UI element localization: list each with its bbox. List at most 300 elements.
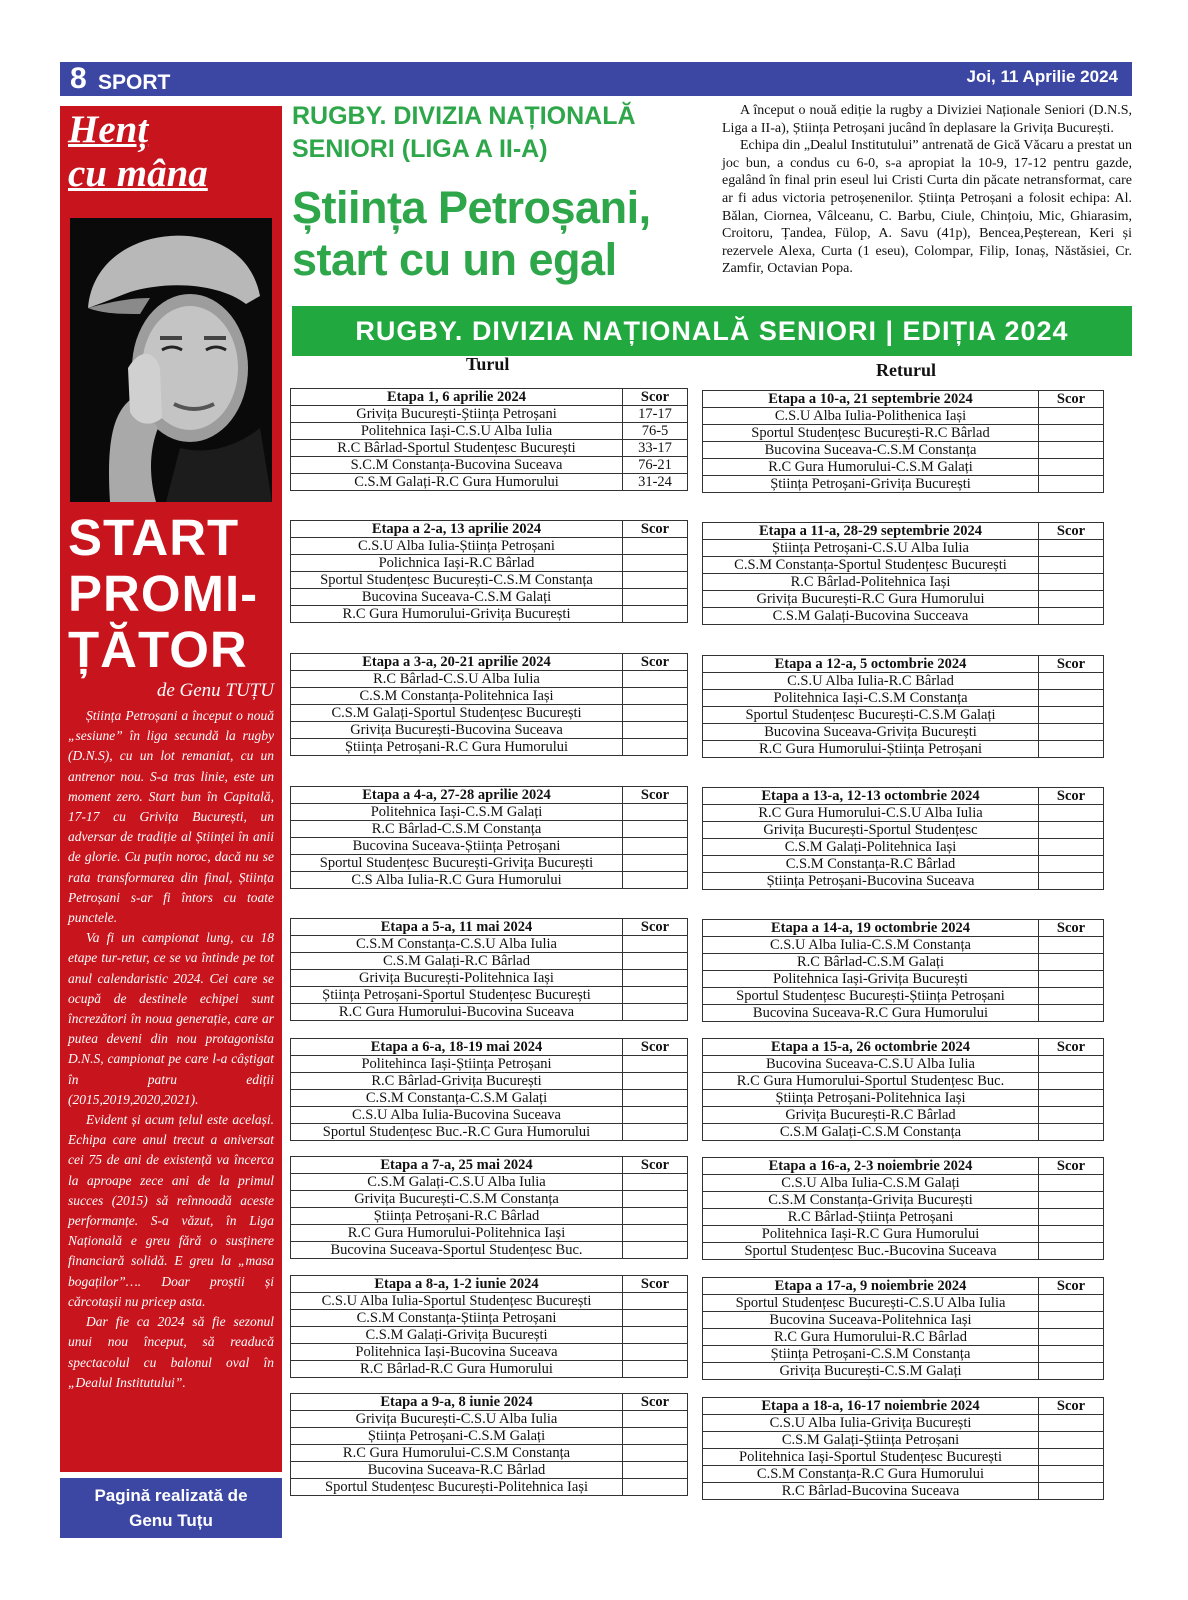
- match-fixture: R.C Bârlad-Grivița București: [291, 1073, 623, 1090]
- match-row: [703, 1312, 1104, 1329]
- match-score: [1039, 408, 1104, 425]
- match-fixture: C.S.U Alba Iulia-Știința Petroșani: [291, 538, 623, 555]
- match-row: [703, 873, 1104, 890]
- match-row: [703, 971, 1104, 988]
- match-fixture: C.S.M Constanța-C.S.M Galați: [291, 1090, 623, 1107]
- match-fixture: Sportul Studențesc București-R.C Bârlad: [703, 425, 1039, 442]
- match-score: [623, 1293, 688, 1310]
- match-score: [623, 671, 688, 688]
- match-row: [703, 1124, 1104, 1141]
- match-fixture: Sportul Studențesc București-Știința Petroșani: [703, 988, 1039, 1005]
- match-row: [703, 459, 1104, 476]
- match-fixture: Bucovina Suceava-Știința Petroșani: [291, 838, 623, 855]
- match-row: [703, 1432, 1104, 1449]
- match-fixture: Sportul Studențesc București-C.S.M Constanța: [291, 572, 623, 589]
- match-fixture: Știința Petroșani-Bucovina Suceava: [703, 873, 1039, 890]
- match-score: [1039, 971, 1104, 988]
- match-fixture: Sportul Studențesc Buc.-R.C Gura Humorului: [291, 1124, 623, 1141]
- match-fixture: Grivița București-C.S.M Constanța: [291, 1191, 623, 1208]
- score-header: Scor: [623, 1039, 688, 1056]
- match-score: [623, 987, 688, 1004]
- match-row: [703, 1226, 1104, 1243]
- match-row: [291, 555, 688, 572]
- match-fixture: Grivița București-C.S.U Alba Iulia: [291, 1411, 623, 1428]
- match-score: [623, 855, 688, 872]
- match-row: [291, 1293, 688, 1310]
- match-score: [1039, 839, 1104, 856]
- match-score: [623, 1090, 688, 1107]
- match-score: [1039, 707, 1104, 724]
- match-fixture: R.C Gura Humorului-Sportul Studențesc Buc.: [703, 1073, 1039, 1090]
- round-title: Etapa 1, 6 aprilie 2024: [291, 389, 623, 406]
- match-score: [1039, 805, 1104, 822]
- opinion-column: [60, 106, 282, 1472]
- column-title: Henț cu mâna: [68, 108, 208, 195]
- match-fixture: Știința Petroșani-Politehnica Iași: [703, 1090, 1039, 1107]
- match-row: [291, 838, 688, 855]
- match-row: [291, 1056, 688, 1073]
- match-fixture: C.S.U Alba Iulia-Sportul Studențesc București: [291, 1293, 623, 1310]
- match-fixture: Bucovina Suceava-R.C Gura Humorului: [703, 1005, 1039, 1022]
- match-fixture: C.S.U Alba Iulia-R.C Bârlad: [703, 673, 1039, 690]
- match-score: [1039, 873, 1104, 890]
- match-row: [703, 1090, 1104, 1107]
- match-score: [1039, 1107, 1104, 1124]
- match-fixture: Politehinca Iași-Știința Petroșani: [291, 1056, 623, 1073]
- match-row: [291, 705, 688, 722]
- match-fixture: C.S.M Galați-Bucovina Succeava: [703, 608, 1039, 625]
- match-fixture: Grivița București-Politehnica Iași: [291, 970, 623, 987]
- score-header: Scor: [623, 1394, 688, 1411]
- match-row: [291, 1004, 688, 1021]
- match-score: [623, 872, 688, 889]
- match-fixture: C.S.U Alba Iulia-Grivița București: [703, 1415, 1039, 1432]
- match-row: [291, 1090, 688, 1107]
- match-row: [291, 872, 688, 889]
- schedule-banner: RUGBY. DIVIZIA NAȚIONALĂ SENIORI | EDIȚIA 2024: [292, 306, 1132, 356]
- score-header: Scor: [623, 521, 688, 538]
- match-row: [291, 538, 688, 555]
- match-score: 76-21: [623, 457, 688, 474]
- match-fixture: Bucovina Suceava-C.S.M Constanța: [703, 442, 1039, 459]
- match-fixture: C.S.M Constanța-Știința Petroșani: [291, 1310, 623, 1327]
- round-title: Etapa a 6-a, 18-19 mai 2024: [291, 1039, 623, 1056]
- match-fixture: C.S.M Constanța-R.C Bârlad: [703, 856, 1039, 873]
- match-score: [1039, 1312, 1104, 1329]
- page-header-bar: [60, 62, 1132, 96]
- match-fixture: C.S.M Galați-Politehnica Iași: [703, 839, 1039, 856]
- match-score: [1039, 954, 1104, 971]
- match-score: [623, 1462, 688, 1479]
- match-score: [1039, 591, 1104, 608]
- match-row: [703, 1295, 1104, 1312]
- column-body: Știința Petroșani a început o nouă „sesiune” în liga secundă la rugby (D.N.S), cu un lot remaniat, cu un antrenor nou. S-a tras linie, este un moment zero. Start bun în Capitală, 17-17 cu Grivița București, un adversar de tradiție al Științei în anii de glorie. Cu puțin noroc, dacă nu se rata transformarea din final, Știința Petroșani s-ar fi întors cu toate punctele. Va fi un campionat lung, cu 18 etape tur-retur, ce se va întinde pe tot anul calendaristic 2024. Cei care se ocupă de destinele echipei sunt încrezători în noua generație, care ar putea deveni din nou protagonista D.N.S, campionat pe care l-a câștigat în patru ediții (2015,2019,2020,2021). Evident și acum țelul este același. Echipa care anul trecut a aniversat cei 75 de ani de existență va încerca la aproape zece ani de la primul succes (2015) să reînnoadă aceste performanțe. S-a văzut, în Liga Națională e greu fără o susținere financiară solidă. E greu la „masa bogaților”…. Doar proștii și cărcotașii nu pricep asta. Dar fie ca 2024 să fie sezonul unui nou început, să readucă spectacolul cu balonul oval în „Dealul Institutului”.: [68, 708, 274, 1390]
- match-row: [703, 822, 1104, 839]
- match-fixture: Grivița București-R.C Bârlad: [703, 1107, 1039, 1124]
- match-row: [291, 671, 688, 688]
- round-title: Etapa a 8-a, 1-2 iunie 2024: [291, 1276, 623, 1293]
- score-header: Scor: [1039, 656, 1104, 673]
- match-fixture: C.S.U Alba Iulia-C.S.M Constanța: [703, 937, 1039, 954]
- match-fixture: Sportul Studențesc Buc.-Bucovina Suceava: [703, 1243, 1039, 1260]
- match-row: [703, 1483, 1104, 1500]
- returul-round-table: [702, 655, 1104, 758]
- score-header: Scor: [623, 389, 688, 406]
- match-fixture: C.S.M Galați-R.C Gura Humorului: [291, 474, 623, 491]
- match-score: [1039, 1073, 1104, 1090]
- match-score: [623, 1242, 688, 1259]
- match-row: [291, 855, 688, 872]
- match-fixture: R.C Gura Humorului-C.S.M Galați: [703, 459, 1039, 476]
- match-score: [623, 1208, 688, 1225]
- match-score: [1039, 608, 1104, 625]
- match-row: [291, 1327, 688, 1344]
- round-title: Etapa a 17-a, 9 noiembrie 2024: [703, 1278, 1039, 1295]
- turul-round-table: [290, 918, 688, 1021]
- round-title: Etapa a 3-a, 20-21 aprilie 2024: [291, 654, 623, 671]
- match-score: [1039, 690, 1104, 707]
- match-score: [1039, 476, 1104, 493]
- match-score: [1039, 574, 1104, 591]
- match-row: [291, 440, 688, 457]
- match-row: [291, 572, 688, 589]
- match-fixture: Știința Petroșani-Grivița București: [703, 476, 1039, 493]
- match-fixture: R.C Gura Humorului-C.S.U Alba Iulia: [703, 805, 1039, 822]
- match-row: [291, 987, 688, 1004]
- match-score: [623, 572, 688, 589]
- match-score: [623, 1191, 688, 1208]
- match-row: [703, 557, 1104, 574]
- match-fixture: Știința Petroșani-C.S.M Galați: [291, 1428, 623, 1445]
- match-score: [1039, 425, 1104, 442]
- match-score: [1039, 1175, 1104, 1192]
- match-fixture: C.S.M Galați-C.S.U Alba Iulia: [291, 1174, 623, 1191]
- returul-round-table: [702, 1397, 1104, 1500]
- match-row: [291, 1073, 688, 1090]
- turul-round-table: [290, 1038, 688, 1141]
- match-fixture: Grivița București-R.C Gura Humorului: [703, 591, 1039, 608]
- score-header: Scor: [1039, 1398, 1104, 1415]
- match-score: [623, 970, 688, 987]
- returul-round-table: [702, 1038, 1104, 1141]
- match-score: [1039, 540, 1104, 557]
- match-row: [291, 589, 688, 606]
- match-score: [1039, 741, 1104, 758]
- returul-heading: Returul: [876, 360, 936, 380]
- score-header: Scor: [623, 1276, 688, 1293]
- match-fixture: Știința Petroșani-C.S.M Constanța: [703, 1346, 1039, 1363]
- match-score: 33-17: [623, 440, 688, 457]
- match-fixture: Politehnica Iași-Bucovina Suceava: [291, 1344, 623, 1361]
- match-score: [1039, 1124, 1104, 1141]
- match-fixture: R.C Gura Humorului-Bucovina Suceava: [291, 1004, 623, 1021]
- match-row: [291, 953, 688, 970]
- match-row: [703, 1346, 1104, 1363]
- match-row: [703, 1107, 1104, 1124]
- match-fixture: R.C Gura Humorului-Grivița București: [291, 606, 623, 623]
- match-score: [623, 821, 688, 838]
- round-title: Etapa a 7-a, 25 mai 2024: [291, 1157, 623, 1174]
- match-score: [623, 1056, 688, 1073]
- match-score: [623, 1411, 688, 1428]
- match-fixture: R.C Bârlad-C.S.M Constanța: [291, 821, 623, 838]
- match-score: [623, 1107, 688, 1124]
- match-score: [623, 1174, 688, 1191]
- returul-round-table: [702, 787, 1104, 890]
- match-score: [1039, 1005, 1104, 1022]
- match-score: [1039, 442, 1104, 459]
- returul-round-table: [702, 522, 1104, 625]
- match-fixture: R.C Bârlad-Bucovina Suceava: [703, 1483, 1039, 1500]
- turul-round-table: [290, 520, 688, 623]
- match-score: [1039, 1192, 1104, 1209]
- match-row: [291, 423, 688, 440]
- match-row: [291, 1124, 688, 1141]
- match-row: [291, 1445, 688, 1462]
- article-body: A început o nouă ediție la rugby a Diviziei Naționale Seniori (D.N.S, Liga a II-a), Știința Petroșani jucând în deplasare la Grivița București. Echipa din „Dealul Institutului” antrenată de Gică Văcaru a prestat un joc bun, a condus cu 6-0, s-a apropiat la 10-9, 17-12 pentru gazde, egalând în final prin eseul lui Cristi Curta din păcate netransformat, care ar fi adus victoria petroșenenilor. Știința Petroșani a folosit echipa: Al. Bălan, Ciornea, Vâlceanu, C. Barbu, Ciule, Chințoiu, Mic, Ghiarasim, Croitoru, Țandea, Fülop, A. Savu (41p), Bencea,Peșterean, Keri și rezervele Alexa, Curta (1 eseu), Colompar, Filip, Ionaș, Năstăsiei, Cr. Zamfir, Octavian Popa.: [722, 103, 1132, 277]
- match-fixture: C.S Alba Iulia-R.C Gura Humorului: [291, 872, 623, 889]
- byline: de Genu TUȚU: [156, 680, 274, 701]
- match-row: [703, 1243, 1104, 1260]
- match-row: [703, 1466, 1104, 1483]
- match-fixture: C.S.M Galați-Știința Petroșani: [703, 1432, 1039, 1449]
- match-score: [623, 1073, 688, 1090]
- match-score: [623, 804, 688, 821]
- match-fixture: Politehnica Iași-C.S.M Constanța: [703, 690, 1039, 707]
- match-row: [703, 937, 1104, 954]
- match-score: [1039, 1415, 1104, 1432]
- match-score: [1039, 1295, 1104, 1312]
- match-score: [1039, 822, 1104, 839]
- score-header: Scor: [1039, 920, 1104, 937]
- match-score: [623, 1310, 688, 1327]
- match-fixture: C.S.M Constanța-Politehnica Iași: [291, 688, 623, 705]
- returul-round-table: [702, 1157, 1104, 1260]
- article-headline: Știința Petroșani, start cu un egal: [292, 182, 651, 285]
- match-fixture: Bucovina Suceava-Sportul Studențesc Buc.: [291, 1242, 623, 1259]
- article-kicker: RUGBY. DIVIZIA NAȚIONALĂ SENIORI (LIGA A II-A): [292, 102, 636, 163]
- match-score: 76-5: [623, 423, 688, 440]
- match-row: [703, 707, 1104, 724]
- match-fixture: C.S.M Constanța-C.S.U Alba Iulia: [291, 936, 623, 953]
- match-fixture: R.C Gura Humorului-Politehnica Iași: [291, 1225, 623, 1242]
- match-row: [291, 739, 688, 756]
- match-score: [623, 1225, 688, 1242]
- round-title: Etapa a 2-a, 13 aprilie 2024: [291, 521, 623, 538]
- match-row: [291, 1225, 688, 1242]
- match-score: [623, 606, 688, 623]
- match-row: [703, 608, 1104, 625]
- match-score: [623, 739, 688, 756]
- match-score: [1039, 459, 1104, 476]
- turul-round-table: [290, 653, 688, 756]
- match-row: [291, 606, 688, 623]
- round-title: Etapa a 10-a, 21 septembrie 2024: [703, 391, 1039, 408]
- match-row: [291, 1428, 688, 1445]
- match-score: [623, 1344, 688, 1361]
- turul-round-table: [290, 1393, 688, 1496]
- score-header: Scor: [1039, 391, 1104, 408]
- match-row: [291, 406, 688, 423]
- match-fixture: C.S.M Galați-Sportul Studențesc București: [291, 705, 623, 722]
- match-score: [623, 1479, 688, 1496]
- match-fixture: Bucovina Suceava-C.S.U Alba Iulia: [703, 1056, 1039, 1073]
- match-row: [291, 804, 688, 821]
- match-row: [703, 1415, 1104, 1432]
- match-row: [291, 1310, 688, 1327]
- match-fixture: Sportul Studențesc București-C.S.M Galați: [703, 707, 1039, 724]
- match-score: [1039, 1432, 1104, 1449]
- match-row: [291, 1411, 688, 1428]
- match-fixture: C.S.U Alba Iulia-Bucovina Suceava: [291, 1107, 623, 1124]
- match-score: [623, 936, 688, 953]
- match-score: [1039, 1483, 1104, 1500]
- turul-round-table: [290, 388, 688, 491]
- match-fixture: R.C Gura Humorului-C.S.M Constanța: [291, 1445, 623, 1462]
- match-score: [1039, 724, 1104, 741]
- match-fixture: Polichnica Iași-R.C Bârlad: [291, 555, 623, 572]
- match-fixture: C.S.M Galați-Grivița București: [291, 1327, 623, 1344]
- match-row: [703, 591, 1104, 608]
- match-row: [703, 442, 1104, 459]
- match-score: [623, 722, 688, 739]
- match-fixture: Politehnica Iași-C.S.M Galați: [291, 804, 623, 821]
- match-fixture: R.C Bârlad-Sportul Studențesc București: [291, 440, 623, 457]
- match-score: [1039, 1363, 1104, 1380]
- match-fixture: Grivița București-Știința Petroșani: [291, 406, 623, 423]
- match-row: [703, 690, 1104, 707]
- turul-round-table: [290, 1156, 688, 1259]
- match-score: [623, 589, 688, 606]
- match-score: [1039, 1449, 1104, 1466]
- section-name: SPORT: [98, 71, 171, 94]
- match-row: [291, 1174, 688, 1191]
- match-score: [1039, 1466, 1104, 1483]
- match-fixture: R.C Bârlad-Știința Petroșani: [703, 1209, 1039, 1226]
- match-score: [1039, 988, 1104, 1005]
- round-title: Etapa a 15-a, 26 octombrie 2024: [703, 1039, 1039, 1056]
- round-title: Etapa a 18-a, 16-17 noiembrie 2024: [703, 1398, 1039, 1415]
- match-fixture: S.C.M Constanța-Bucovina Suceava: [291, 457, 623, 474]
- match-fixture: Politehnica Iași-Sportul Studențesc București: [703, 1449, 1039, 1466]
- round-title: Etapa a 5-a, 11 mai 2024: [291, 919, 623, 936]
- match-row: [291, 1479, 688, 1496]
- match-row: [703, 954, 1104, 971]
- score-header: Scor: [623, 787, 688, 804]
- returul-round-table: [702, 390, 1104, 493]
- round-title: Etapa a 4-a, 27-28 aprilie 2024: [291, 787, 623, 804]
- match-row: [703, 805, 1104, 822]
- match-row: [291, 1191, 688, 1208]
- match-row: [291, 474, 688, 491]
- match-fixture: Sportul Studențesc București-Grivița București: [291, 855, 623, 872]
- match-row: [703, 1192, 1104, 1209]
- match-fixture: Știința Petroșani-Sportul Studențesc București: [291, 987, 623, 1004]
- match-row: [703, 1363, 1104, 1380]
- match-row: [703, 673, 1104, 690]
- match-fixture: Sportul Studențesc București-C.S.U Alba Iulia: [703, 1295, 1039, 1312]
- column-headline: START PROMI-ȚĂTOR: [68, 509, 259, 678]
- score-header: Scor: [623, 919, 688, 936]
- match-fixture: C.S.M Galați-R.C Bârlad: [291, 953, 623, 970]
- match-row: [703, 1209, 1104, 1226]
- score-header: Scor: [1039, 523, 1104, 540]
- match-score: [623, 1445, 688, 1462]
- match-fixture: Bucovina Suceava-Politehnica Iași: [703, 1312, 1039, 1329]
- match-row: [291, 722, 688, 739]
- match-score: 17-17: [623, 406, 688, 423]
- match-score: [1039, 856, 1104, 873]
- match-row: [703, 988, 1104, 1005]
- turul-round-table: [290, 786, 688, 889]
- match-fixture: Grivița București-Bucovina Suceava: [291, 722, 623, 739]
- match-fixture: R.C Gura Humorului-R.C Bârlad: [703, 1329, 1039, 1346]
- round-title: Etapa a 14-a, 19 octombrie 2024: [703, 920, 1039, 937]
- match-score: [623, 1361, 688, 1378]
- match-row: [703, 1005, 1104, 1022]
- match-row: [291, 1361, 688, 1378]
- author-photo: [70, 218, 272, 502]
- match-row: [703, 574, 1104, 591]
- match-row: [291, 970, 688, 987]
- match-score: [1039, 1346, 1104, 1363]
- match-row: [703, 1056, 1104, 1073]
- match-fixture: C.S.U Alba Iulia-C.S.M Galați: [703, 1175, 1039, 1192]
- match-row: [703, 839, 1104, 856]
- match-score: [623, 953, 688, 970]
- match-row: [703, 741, 1104, 758]
- match-score: [1039, 1209, 1104, 1226]
- match-score: [623, 1124, 688, 1141]
- match-fixture: R.C Bârlad-C.S.U Alba Iulia: [291, 671, 623, 688]
- round-title: Etapa a 13-a, 12-13 octombrie 2024: [703, 788, 1039, 805]
- match-row: [703, 476, 1104, 493]
- score-header: Scor: [1039, 1158, 1104, 1175]
- match-fixture: Bucovina Suceava-C.S.M Galați: [291, 589, 623, 606]
- round-title: Etapa a 16-a, 2-3 noiembrie 2024: [703, 1158, 1039, 1175]
- match-score: 31-24: [623, 474, 688, 491]
- match-row: [291, 1208, 688, 1225]
- match-fixture: Grivița București-Sportul Studențesc: [703, 822, 1039, 839]
- page-credit: Pagină realizată de Genu Tuțu: [60, 1478, 282, 1538]
- page-number: 8: [70, 62, 87, 95]
- match-fixture: R.C Bârlad-C.S.M Galați: [703, 954, 1039, 971]
- match-row: [703, 1329, 1104, 1346]
- match-fixture: C.S.U Alba Iulia-Polithenica Iași: [703, 408, 1039, 425]
- score-header: Scor: [623, 654, 688, 671]
- match-fixture: Bucovina Suceava-R.C Bârlad: [291, 1462, 623, 1479]
- match-fixture: Bucovina Suceava-Grivița București: [703, 724, 1039, 741]
- match-score: [623, 705, 688, 722]
- returul-round-table: [702, 1277, 1104, 1380]
- match-row: [291, 936, 688, 953]
- score-header: Scor: [1039, 788, 1104, 805]
- match-fixture: Sportul Studențesc București-Politehnica Iași: [291, 1479, 623, 1496]
- turul-round-table: [290, 1275, 688, 1378]
- match-score: [1039, 557, 1104, 574]
- match-row: [703, 1073, 1104, 1090]
- match-row: [291, 821, 688, 838]
- match-fixture: Știința Petroșani-C.S.U Alba Iulia: [703, 540, 1039, 557]
- match-fixture: R.C Bârlad-Politehnica Iași: [703, 574, 1039, 591]
- match-row: [291, 1344, 688, 1361]
- match-fixture: Politehnica Iași-Grivița București: [703, 971, 1039, 988]
- match-row: [291, 1462, 688, 1479]
- match-score: [623, 1428, 688, 1445]
- match-score: [623, 838, 688, 855]
- returul-round-table: [702, 919, 1104, 1022]
- match-row: [291, 1107, 688, 1124]
